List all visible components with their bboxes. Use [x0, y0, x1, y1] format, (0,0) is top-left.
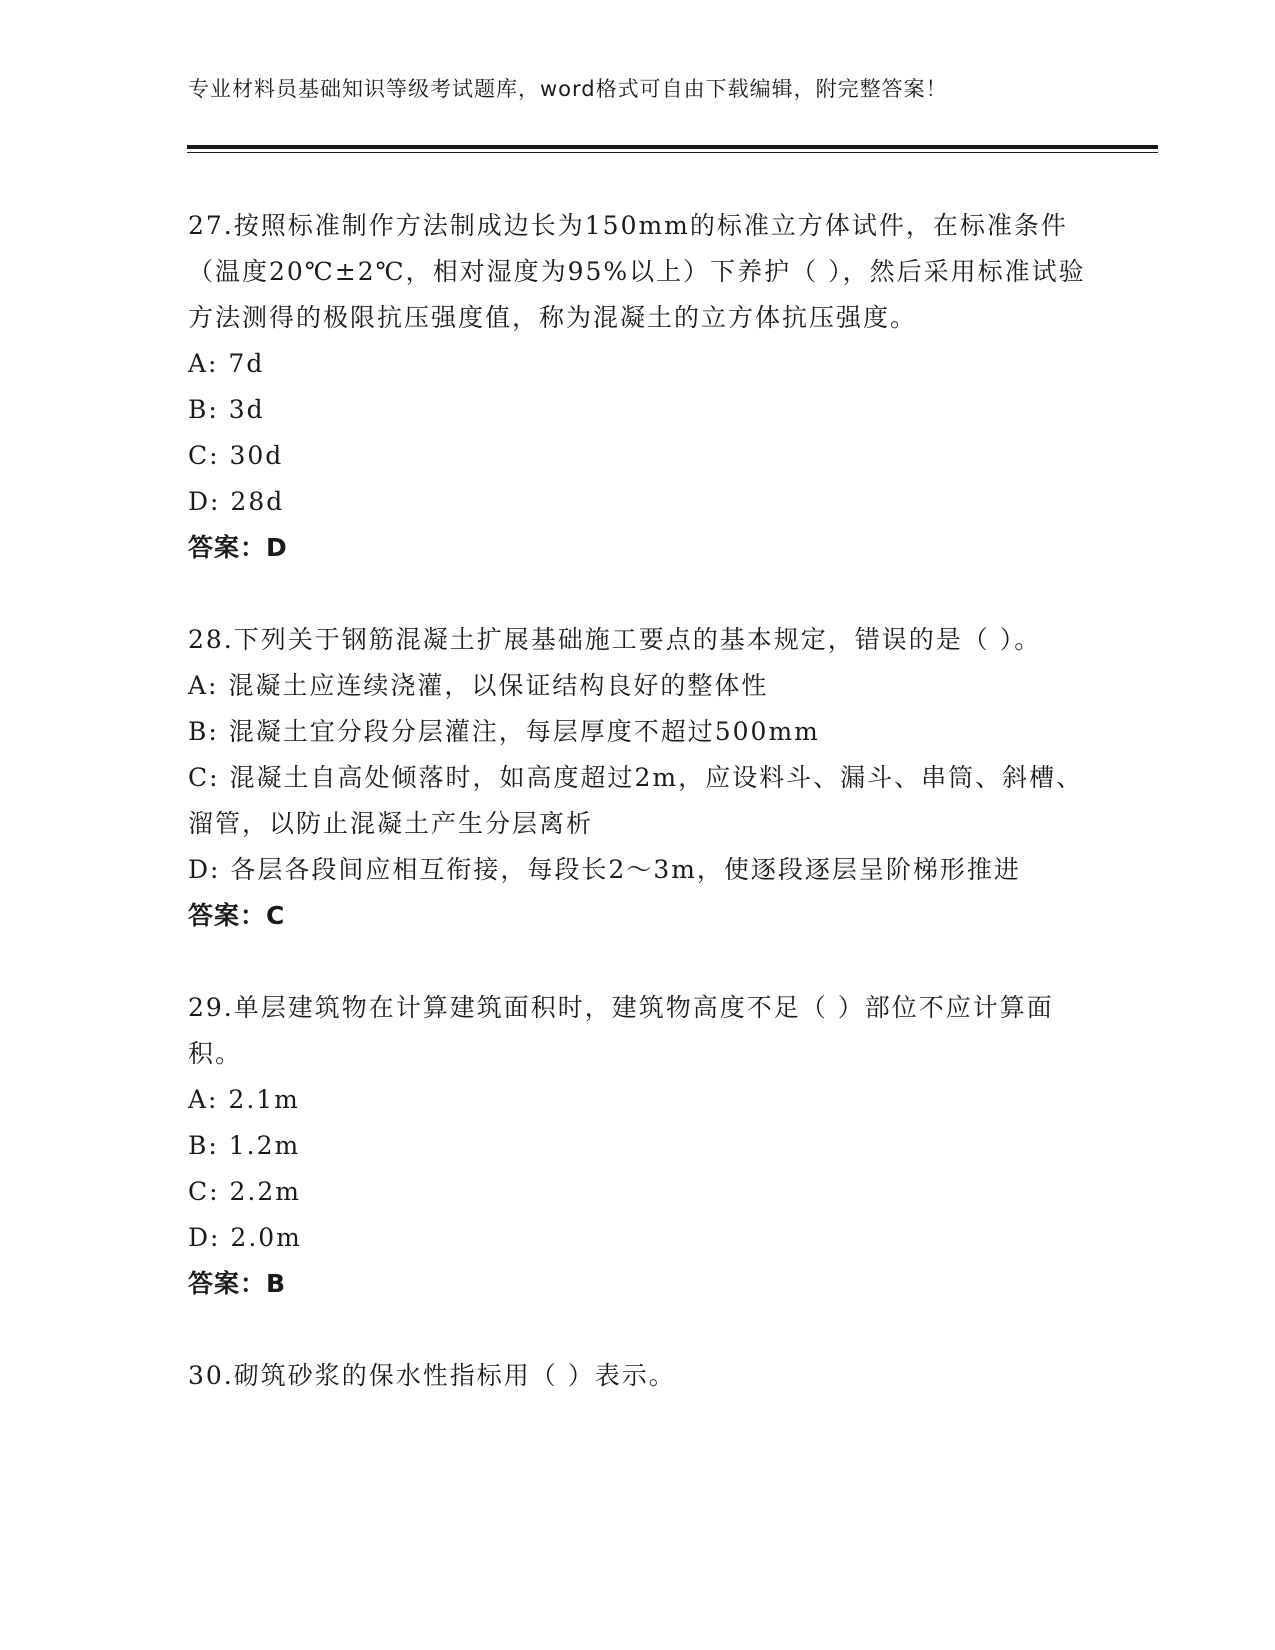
answer-value: C	[266, 901, 286, 930]
option-b: B: 混凝土宜分段分层灌注，每层厚度不超过500mm	[188, 717, 820, 746]
question-27	[188, 203, 1088, 571]
option-b: B: 1.2m	[188, 1131, 301, 1160]
answer-line	[188, 1261, 1088, 1307]
option-d: D: 2.0m	[188, 1223, 302, 1252]
option-c: C: 30d	[188, 441, 284, 470]
header-rule-thin	[187, 152, 1158, 153]
question-stem: 27.按照标准制作方法制成边长为150mm的标准立方体试件，在标准条件（温度20℃±2℃，相对湿度为95%以上）下养护（ ），然后采用标准试验方法测得的极限抗压强度值，称为混凝土的立方体抗压强度。	[188, 211, 1086, 332]
question-28	[188, 617, 1088, 939]
question-stem: 29.单层建筑物在计算建筑面积时，建筑物高度不足（ ）部位不应计算面积。	[188, 993, 1054, 1068]
answer-value: D	[266, 533, 288, 562]
question-list	[188, 203, 1088, 1445]
answer-line	[188, 893, 1088, 939]
header-rule-thick	[187, 145, 1158, 149]
option-d: D: 28d	[188, 487, 285, 516]
answer-line	[188, 525, 1088, 571]
question-29	[188, 985, 1088, 1307]
question-30	[188, 1353, 1088, 1399]
option-b: B: 3d	[188, 395, 265, 424]
document-header: 专业材料员基础知识等级考试题库，word格式可自由下载编辑，附完整答案！	[188, 77, 948, 101]
answer-label: 答案：	[188, 1269, 267, 1298]
answer-value: B	[266, 1269, 287, 1298]
answer-label: 答案：	[188, 533, 267, 562]
answer-label: 答案：	[188, 901, 267, 930]
question-stem: 28.下列关于钢筋混凝土扩展基础施工要点的基本规定，错误的是（ ）。	[188, 625, 1042, 654]
option-a: A: 2.1m	[188, 1085, 300, 1114]
option-d: D: 各层各段间应相互衔接，每段长2～3m，使逐段逐层呈阶梯形推进	[188, 855, 1021, 884]
option-a: A: 7d	[188, 349, 265, 378]
option-c: C: 混凝土自高处倾落时，如高度超过2m，应设料斗、漏斗、串筒、斜槽、溜管，以防止混凝土产生分层离析	[188, 763, 1084, 838]
question-stem: 30.砌筑砂浆的保水性指标用（ ）表示。	[188, 1361, 676, 1390]
option-c: C: 2.2m	[188, 1177, 301, 1206]
option-a: A: 混凝土应连续浇灌，以保证结构良好的整体性	[188, 671, 769, 700]
